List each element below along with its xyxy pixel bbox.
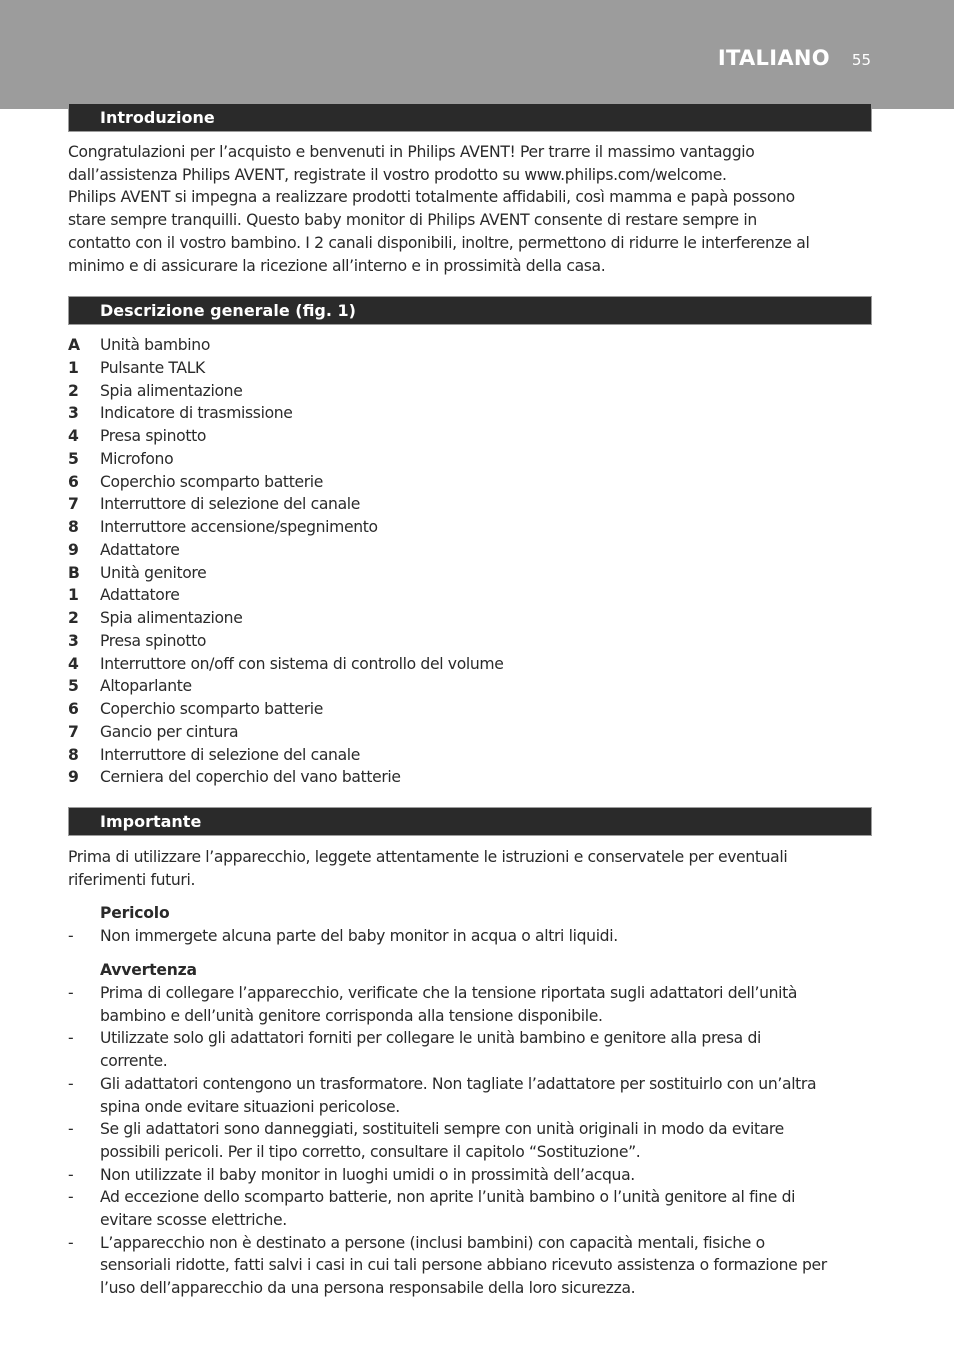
bullet-dash: - (68, 927, 74, 945)
legend-key: 6 (68, 700, 79, 718)
bullet-text (100, 982, 878, 1027)
legend-key: 2 (68, 381, 79, 400)
bullet-line: spina onde evitare situazioni pericolose. (100, 1097, 400, 1116)
legend-text: Altoparlante (100, 677, 192, 696)
intro-paragraph (68, 141, 878, 277)
bullet-text (100, 1118, 878, 1163)
legend-key: B (68, 563, 80, 582)
bullet-line: Gli adattatori contengono un trasformatore. Non tagliate l’adattatore per sostituirlo con un’altra (100, 1074, 817, 1093)
legend-item (68, 357, 878, 380)
bullet-line: Se gli adattatori sono danneggiati, sostituiteli sempre con unità originali in modo da evitare (100, 1120, 784, 1139)
legend-item (68, 425, 878, 448)
language-title: ITALIANO (717, 46, 830, 70)
danger-heading: Pericolo (100, 904, 170, 922)
section-heading-overview (68, 296, 872, 325)
bullet-item (68, 925, 878, 948)
legend-text: Adattatore (100, 586, 180, 605)
legend-item (68, 675, 878, 698)
bullet-line: Prima di collegare l’apparecchio, verificate che la tensione riportata sugli adattatori dell’unità (100, 984, 798, 1002)
bullet-line: Ad eccezione dello scomparto batterie, non aprite l’unità bambino o l’unità genitore al fine di (100, 1188, 796, 1207)
legend-item (68, 584, 878, 607)
legend-item (68, 402, 878, 425)
bullet-line: L’apparecchio non è destinato a persone (inclusi bambini) con capacità mentali, fisiche o (100, 1233, 765, 1252)
legend-text: Interruttore di selezione del canale (100, 495, 361, 514)
legend-item (68, 471, 878, 494)
legend-key: 3 (68, 631, 79, 650)
legend-key: 4 (68, 427, 79, 445)
legend-text: Coperchio scomparto batterie (100, 472, 323, 491)
legend-item (68, 448, 878, 471)
bullet-line: evitare scosse elettriche. (100, 1211, 287, 1230)
legend-text: Cerniera del coperchio del vano batterie (100, 768, 401, 787)
legend-text: Coperchio scomparto batterie (100, 700, 323, 718)
page-header (718, 46, 871, 70)
section-heading-intro (68, 103, 872, 132)
legend-key: 2 (68, 609, 79, 627)
bullet-item (68, 1027, 878, 1072)
legend-key: 5 (68, 449, 79, 468)
bullet-item (68, 1118, 878, 1163)
legend-item (68, 607, 878, 630)
legend-item (68, 630, 878, 653)
bullet-text (100, 1164, 878, 1187)
legend-item (68, 744, 878, 767)
bullet-text (100, 1027, 878, 1072)
text-line: contatto con il vostro bambino. I 2 canali disponibili, inoltre, permettono di ridurre le interferenze al (68, 233, 810, 252)
legend-item (68, 334, 878, 357)
legend-item (68, 380, 878, 403)
bullet-item (68, 1232, 878, 1300)
bullet-item (68, 1164, 878, 1187)
legend-text: Indicatore di trasmissione (100, 404, 293, 423)
legend-key: 9 (68, 540, 79, 559)
legend-key: 1 (68, 586, 79, 605)
legend-item (68, 516, 878, 539)
bullet-text (100, 925, 878, 948)
bullet-text (100, 1232, 878, 1300)
text-line: Prima di utilizzare l’apparecchio, leggete attentamente le istruzioni e conservatele per eventuali (68, 848, 788, 866)
bullet-line: corrente. (100, 1052, 168, 1071)
important-intro (68, 846, 878, 891)
text-line: riferimenti futuri. (68, 870, 196, 889)
legend-text: Spia alimentazione (100, 381, 243, 400)
bullet-line: Non utilizzate il baby monitor in luoghi umidi o in prossimità dell’acqua. (100, 1165, 635, 1184)
legend-text: Presa spinotto (100, 427, 207, 445)
legend-key: 9 (68, 768, 79, 787)
text-line: Philips AVENT si impegna a realizzare prodotti totalmente affidabili, così mamma e papà possono (68, 188, 795, 207)
legend-text: Adattatore (100, 540, 180, 559)
legend-text: Gancio per cintura (100, 722, 239, 741)
parts-legend (68, 334, 878, 789)
bullet-dash: - (68, 1188, 74, 1207)
bullet-text (100, 1073, 878, 1118)
legend-key: 6 (68, 472, 79, 491)
bullet-line: sensoriali ridotte, fatti salvi i casi in cui tali persone abbiano ricevuto assistenza o formazione per (100, 1256, 827, 1275)
bullet-line: l’uso dell’apparecchio da una persona responsabile della loro sicurezza. (100, 1279, 636, 1298)
legend-text: Spia alimentazione (100, 609, 243, 627)
legend-text: Presa spinotto (100, 631, 207, 650)
bullet-dash: - (68, 984, 74, 1002)
bullet-line: Utilizzate solo gli adattatori forniti per collegare le unità bambino e genitore alla presa di (100, 1029, 762, 1048)
bullet-dash: - (68, 1074, 74, 1093)
legend-key: 7 (68, 495, 79, 514)
legend-item (68, 721, 878, 744)
bullet-dash: - (68, 1233, 74, 1252)
bullet-item (68, 1073, 878, 1118)
legend-key: 8 (68, 518, 79, 536)
legend-key: A (68, 336, 80, 354)
bullet-text (100, 1186, 878, 1231)
warning-list (68, 982, 878, 1300)
text-line: stare sempre tranquilli. Questo baby monitor di Philips AVENT consente di restare sempre in (68, 211, 757, 230)
legend-item (68, 653, 878, 676)
bullet-item (68, 982, 878, 1027)
legend-key: 4 (68, 654, 79, 673)
legend-text: Pulsante TALK (100, 358, 205, 377)
legend-text: Unità genitore (100, 563, 207, 582)
text-line: Congratulazioni per l’acquisto e benvenuti in Philips AVENT! Per trarre il massimo vantaggio (68, 143, 755, 161)
legend-item (68, 539, 878, 562)
legend-item (68, 493, 878, 516)
bullet-item (68, 1186, 878, 1231)
legend-item (68, 698, 878, 721)
section-heading-important (68, 807, 872, 836)
section-title: Descrizione generale (fig. 1) (100, 301, 356, 320)
page-number: 55 (851, 51, 871, 69)
legend-key: 3 (68, 404, 79, 423)
bullet-line: Non immergete alcuna parte del baby monitor in acqua o altri liquidi. (100, 927, 618, 945)
legend-text: Interruttore on/off con sistema di controllo del volume (100, 654, 504, 673)
bullet-dash: - (68, 1165, 74, 1184)
legend-key: 7 (68, 722, 79, 741)
legend-text: Interruttore di selezione del canale (100, 745, 361, 764)
bullet-line: possibili pericoli. Per il tipo corretto, consultare il capitolo “Sostituzione”. (100, 1142, 641, 1161)
legend-text: Interruttore accensione/spegnimento (100, 518, 378, 536)
text-line: minimo e di assicurare la ricezione all’interno e in prossimità della casa. (68, 256, 606, 275)
bullet-line: bambino e dell’unità genitore corrisponda alla tensione disponibile. (100, 1006, 603, 1025)
legend-key: 1 (68, 358, 79, 377)
legend-item (68, 766, 878, 789)
legend-key: 5 (68, 677, 79, 696)
bullet-dash: - (68, 1120, 74, 1139)
warning-heading: Avvertenza (100, 961, 197, 979)
legend-text: Unità bambino (100, 336, 211, 354)
bullet-dash: - (68, 1029, 74, 1048)
danger-list (68, 925, 878, 948)
text-line: dall’assistenza Philips AVENT, registrate il vostro prodotto su www.philips.com/welcome. (68, 165, 727, 184)
section-title: Introduzione (100, 108, 215, 127)
legend-text: Microfono (100, 449, 174, 468)
legend-key: 8 (68, 745, 79, 764)
section-title: Importante (100, 812, 202, 831)
legend-item (68, 562, 878, 585)
